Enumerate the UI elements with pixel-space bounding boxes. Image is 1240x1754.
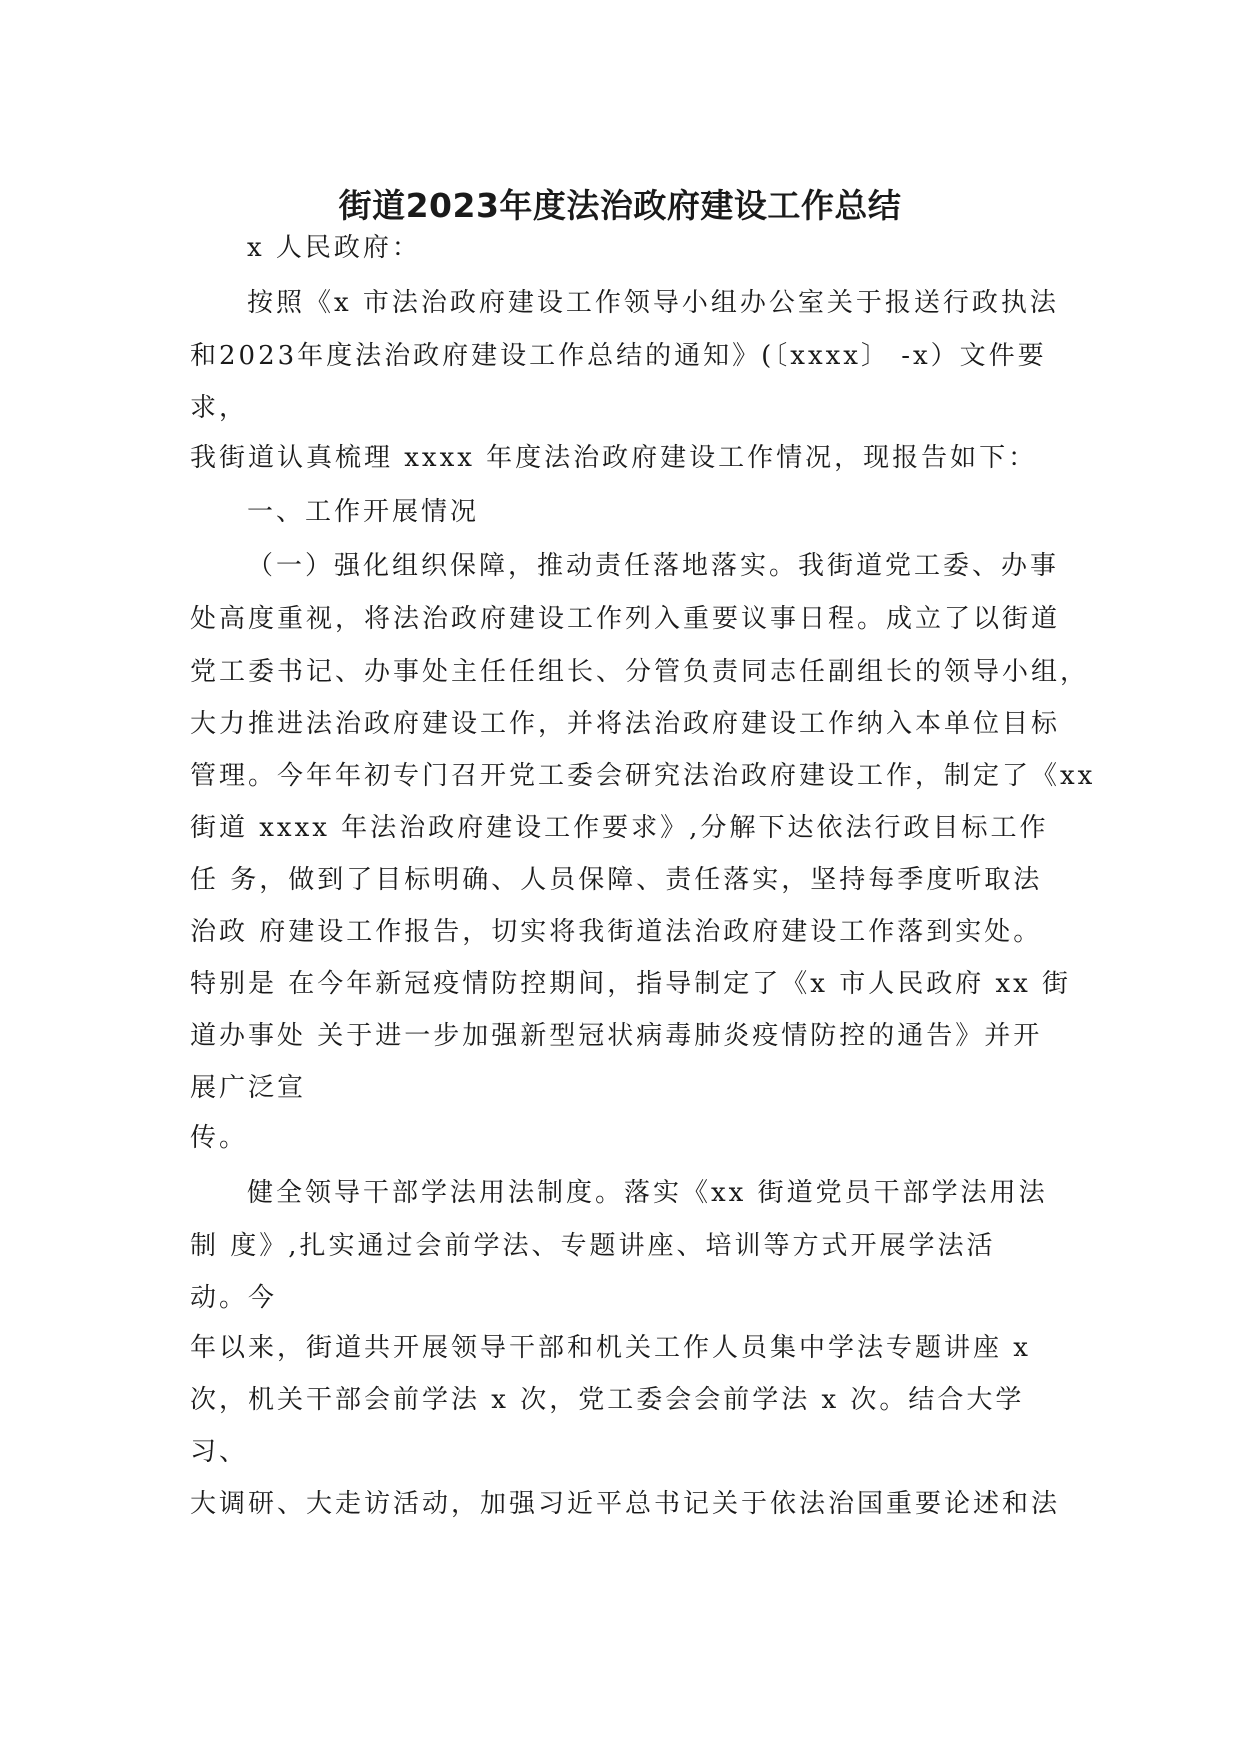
body-line: 我街道认真梳理 xxxx 年度法治政府建设工作情况，现报告如下： [190, 443, 1038, 473]
body-line: 道办事处 关于进一步加强新型冠状病毒肺炎疫情防控的通告》并开 [190, 1021, 1043, 1051]
salutation-line: x 人民政府： [247, 233, 421, 263]
body-line: 特别是 在今年新冠疫情防控期间，指导制定了《x 市人民政府 xx 街 [190, 969, 1072, 999]
body-line: 街道 xxxx 年法治政府建设工作要求》,分解下达依法行政目标工作 [190, 813, 1049, 843]
body-line: 年以来，街道共开展领导干部和机关工作人员集中学法专题讲座 x [190, 1333, 1031, 1363]
body-line: 党工委书记、办事处主任任组长、分管负责同志任副组长的领导小组， [190, 657, 1090, 687]
body-line: 制 度》,扎实通过会前学法、专题讲座、培训等方式开展学法活 [190, 1231, 996, 1261]
body-line: 健全领导干部学法用法制度。落实《xx 街道党员干部学法用法 [247, 1178, 1048, 1208]
body-line: 治政 府建设工作报告，切实将我街道法治政府建设工作落到实处。 [190, 917, 1043, 947]
body-line: 习、 [190, 1437, 249, 1467]
body-line: 传。 [190, 1123, 249, 1153]
body-line: 次，机关干部会前学法 x 次，党工委会会前学法 x 次。结合大学 [190, 1385, 1025, 1415]
section-heading: 一、工作开展情况 [247, 497, 480, 527]
body-line: 管理。今年年初专门召开党工委会研究法治政府建设工作，制定了《xx [190, 761, 1096, 791]
body-line: 动。今 [190, 1283, 278, 1313]
body-line: 求， [190, 393, 249, 423]
body-line: 和2023年度法治政府建设工作总结的通知》(〔xxxx〕 -x）文件要 [190, 341, 1047, 371]
body-line: 展广泛宣 [190, 1073, 307, 1103]
document-title: 街道2023年度法治政府建设工作总结 [338, 186, 902, 225]
body-line: 大调研、大走访活动，加强习近平总书记关于依法治国重要论述和法 [190, 1489, 1061, 1519]
body-line: 任 务，做到了目标明确、人员保障、责任落实，坚持每季度听取法 [190, 865, 1043, 895]
body-line: 处高度重视，将法治政府建设工作列入重要议事日程。成立了以街道 [190, 604, 1061, 634]
body-line: 按照《x 市法治政府建设工作领导小组办公室关于报送行政执法 [247, 288, 1059, 318]
body-line: 大力推进法治政府建设工作，并将法治政府建设工作纳入本单位目标 [190, 709, 1061, 739]
body-line: （一）强化组织保障，推动责任落地落实。我街道党工委、办事 [247, 551, 1060, 581]
